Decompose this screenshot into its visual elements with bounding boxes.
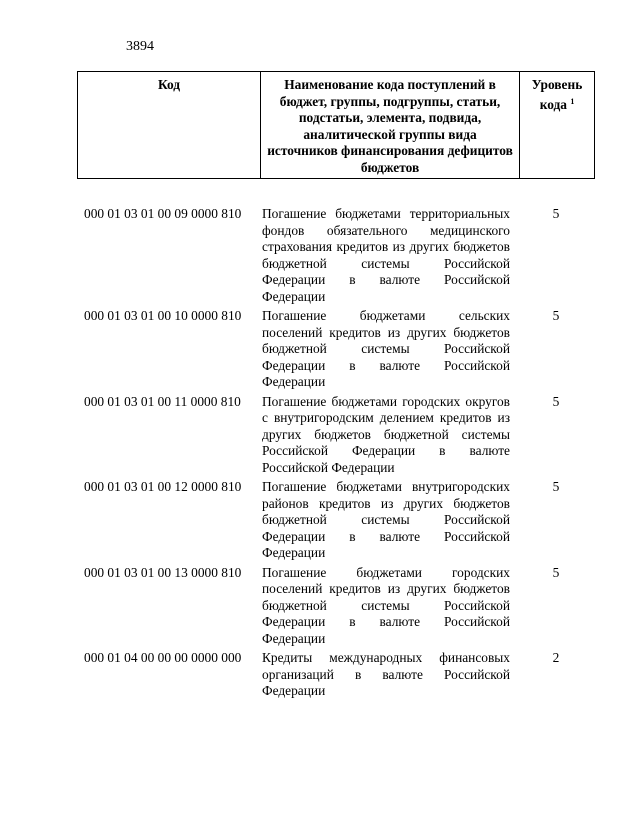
header-name: Наименование кода поступлений в бюджет, группы, подгруппы, статьи, подстатьи, элемента, подвида, аналитической группы вида источников финансирования дефицитов бюджетов: [261, 72, 520, 179]
row-level: 2: [552, 650, 560, 665]
row-name: Погашение бюджетами сельских поселений кредитов из других бюджетов бюджетной системы Российской Федерации в валюте Российской Федерации: [262, 308, 510, 389]
row-code: 000 01 03 01 00 09 0000 810: [84, 206, 242, 221]
table-body: [84, 206, 604, 703]
row-level: 5: [552, 206, 560, 221]
row-code: 000 01 04 00 00 00 0000 000: [84, 650, 242, 665]
table-row: [84, 206, 604, 305]
header-level-label: Уровень кода: [531, 77, 583, 112]
page-number: 3894: [126, 39, 154, 54]
row-code: 000 01 03 01 00 13 0000 810: [84, 564, 242, 580]
table-header: [77, 71, 595, 179]
row-level: 5: [552, 479, 560, 494]
table-row: [84, 565, 604, 648]
row-name: Погашение бюджетами городских поселений кредитов из других бюджетов бюджетной системы Российской Федерации в валюте Российской Федерации: [262, 564, 510, 646]
table-row: [84, 650, 604, 700]
row-name: Погашение бюджетами внутригородских районов кредитов из других бюджетов бюджетной системы Российской Федерации в валюте Российской Федерации: [262, 479, 510, 560]
row-level: 5: [552, 308, 560, 323]
row-level: 5: [552, 564, 560, 580]
header-level: [520, 72, 595, 179]
table-row: [84, 308, 604, 391]
row-code: 000 01 03 01 00 11 0000 810: [84, 393, 241, 409]
row-name: Погашение бюджетами территориальных фондов обязательного медицинского страхования кредитов из других бюджетов бюджетной системы Российской Федерации в валюте Российской Федерации: [262, 206, 510, 304]
row-name: Погашение бюджетами городских округов с внутригородским делением кредитов из других бюджетов бюджетной системы Российской Федерации в валюте Российской Федерации: [262, 393, 510, 475]
table-row: [84, 479, 604, 562]
row-code: 000 01 03 01 00 10 0000 810: [84, 308, 242, 323]
row-code: 000 01 03 01 00 12 0000 810: [84, 479, 242, 494]
row-level: 5: [552, 393, 560, 409]
table-row: [84, 394, 604, 477]
row-name: Кредиты международных финансовых организаций в валюте Российской Федерации: [262, 650, 510, 698]
footnote-marker: 1: [570, 96, 575, 106]
header-code: Код: [78, 72, 261, 179]
